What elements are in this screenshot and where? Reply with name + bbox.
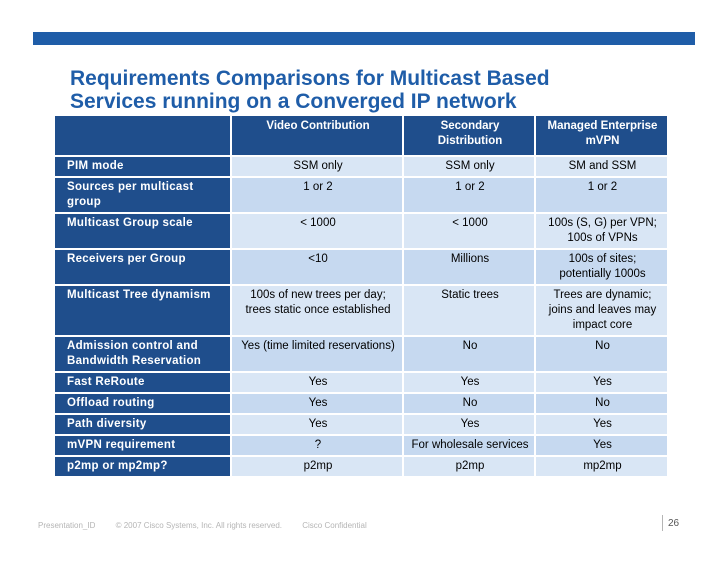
page-number: 26	[668, 518, 680, 529]
cell-secondary-distribution: 1 or 2	[404, 178, 536, 214]
page-number-divider	[662, 515, 663, 531]
row-label: Fast ReRoute	[55, 373, 232, 394]
table-row	[55, 157, 667, 178]
cell-video-contribution: <10	[232, 250, 404, 286]
row-label: Admission control and Bandwidth Reservation	[55, 337, 232, 373]
cell-managed-enterprise-mvpn: No	[536, 394, 667, 415]
slide-title-line-1: Requirements Comparisons for Multicast Based	[70, 67, 550, 90]
table-row	[55, 214, 667, 250]
row-label: mVPN requirement	[55, 436, 232, 457]
cell-managed-enterprise-mvpn: Trees are dynamic; joins and leaves may impact core	[536, 286, 667, 337]
cell-secondary-distribution: For wholesale services	[404, 436, 536, 457]
cell-secondary-distribution: SSM only	[404, 157, 536, 178]
table-row	[55, 250, 667, 286]
cell-managed-enterprise-mvpn: Yes	[536, 373, 667, 394]
cell-managed-enterprise-mvpn: SM and SSM	[536, 157, 667, 178]
cell-secondary-distribution: No	[404, 337, 536, 373]
cell-managed-enterprise-mvpn: 100s of sites; potentially 1000s	[536, 250, 667, 286]
cell-video-contribution: 100s of new trees per day; trees static once established	[232, 286, 404, 337]
cell-video-contribution: < 1000	[232, 214, 404, 250]
table-row	[55, 178, 667, 214]
cell-secondary-distribution: p2mp	[404, 457, 536, 478]
header-secondary-distribution: Secondary Distribution	[404, 116, 536, 157]
cell-video-contribution: Yes	[232, 415, 404, 436]
table-row	[55, 436, 667, 457]
comparison-table-container	[55, 116, 667, 478]
cell-secondary-distribution: No	[404, 394, 536, 415]
table-row	[55, 337, 667, 373]
cell-managed-enterprise-mvpn: 100s (S, G) per VPN; 100s of VPNs	[536, 214, 667, 250]
cell-secondary-distribution: Yes	[404, 373, 536, 394]
row-label: Receivers per Group	[55, 250, 232, 286]
slide-footer	[38, 521, 385, 530]
row-label: Multicast Group scale	[55, 214, 232, 250]
cell-video-contribution: 1 or 2	[232, 178, 404, 214]
row-label: p2mp or mp2mp?	[55, 457, 232, 478]
table-row	[55, 286, 667, 337]
cell-video-contribution: Yes	[232, 394, 404, 415]
comparison-table	[55, 116, 667, 478]
cell-video-contribution: SSM only	[232, 157, 404, 178]
table-row	[55, 415, 667, 436]
table-row	[55, 457, 667, 478]
cell-managed-enterprise-mvpn: Yes	[536, 415, 667, 436]
cell-video-contribution: ?	[232, 436, 404, 457]
cell-video-contribution: Yes (time limited reservations)	[232, 337, 404, 373]
cell-secondary-distribution: < 1000	[404, 214, 536, 250]
footer-copyright: © 2007 Cisco Systems, Inc. All rights reserved.	[115, 521, 283, 530]
top-accent-bar	[33, 32, 695, 45]
table-header-row	[55, 116, 667, 157]
table-row	[55, 394, 667, 415]
cell-video-contribution: p2mp	[232, 457, 404, 478]
cell-secondary-distribution: Yes	[404, 415, 536, 436]
slide-title	[70, 67, 690, 113]
footer-presentation-id: Presentation_ID	[38, 521, 96, 530]
cell-secondary-distribution: Millions	[404, 250, 536, 286]
cell-video-contribution: Yes	[232, 373, 404, 394]
cell-managed-enterprise-mvpn: 1 or 2	[536, 178, 667, 214]
cell-managed-enterprise-mvpn: mp2mp	[536, 457, 667, 478]
header-managed-enterprise-mvpn: Managed Enterprise mVPN	[536, 116, 667, 157]
row-label: Offload routing	[55, 394, 232, 415]
header-cell-empty	[55, 116, 232, 157]
slide-title-line-2: Services running on a Converged IP network	[70, 90, 517, 113]
footer-confidential: Cisco Confidential	[302, 521, 367, 530]
table-row	[55, 373, 667, 394]
row-label: Sources per multicast group	[55, 178, 232, 214]
header-video-contribution: Video Contribution	[232, 116, 404, 157]
cell-secondary-distribution: Static trees	[404, 286, 536, 337]
cell-managed-enterprise-mvpn: No	[536, 337, 667, 373]
cell-managed-enterprise-mvpn: Yes	[536, 436, 667, 457]
row-label: Multicast Tree dynamism	[55, 286, 232, 337]
row-label: PIM mode	[55, 157, 232, 178]
row-label: Path diversity	[55, 415, 232, 436]
